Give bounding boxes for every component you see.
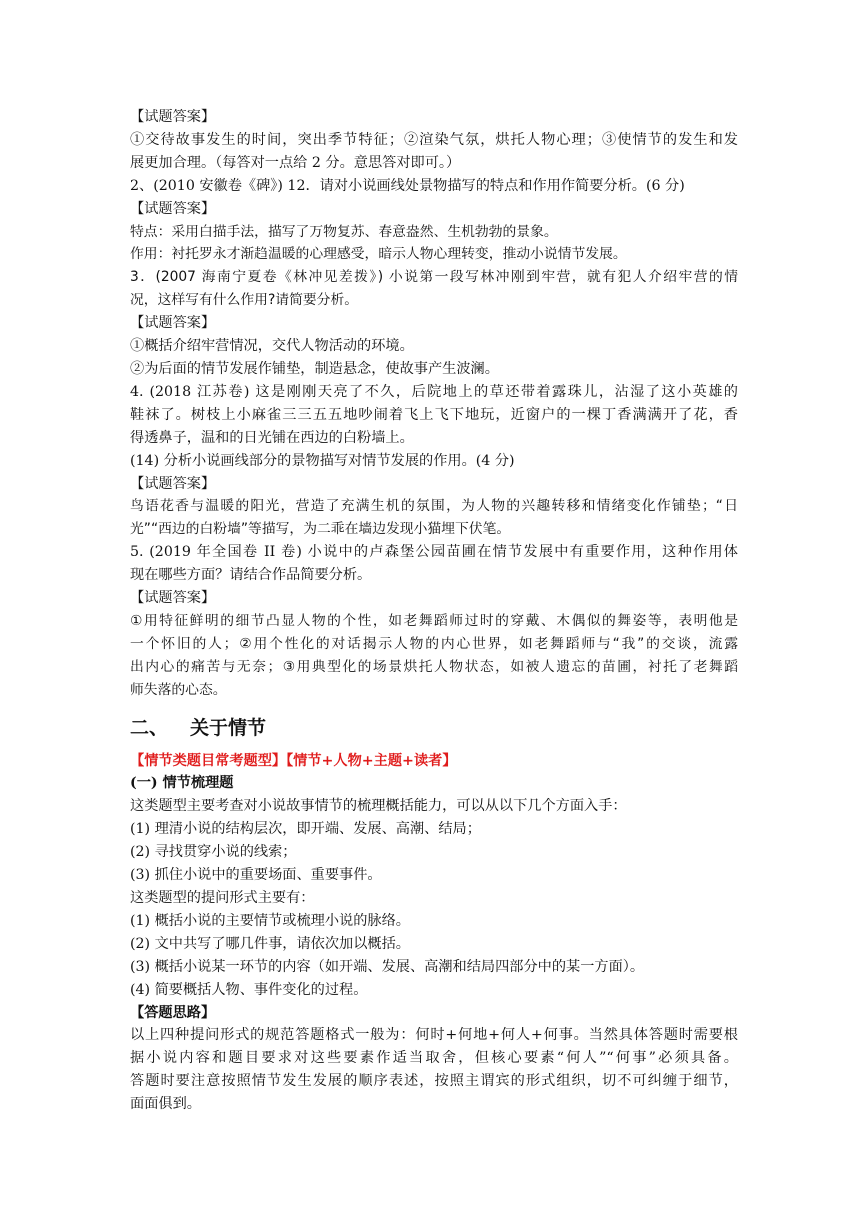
section-number: 二、 [130,716,169,739]
answer-text: 作用：衬托罗永才渐趋温暖的心理感受，暗示人物心理转变，推动小说情节发展。 [130,246,627,263]
answer-text: 光”“西边的白粉墙”等描写，为二乖在墙边发现小猫埋下伏笔。 [130,521,511,538]
answer-text: 出内心的痛苦与无奈；③用典型化的场景烘托人物状态，如被人遗忘的苗圃，衬托了老舞蹈 [130,658,738,675]
list-item: (3) 抓住小说中的重要场面、重要事件。 [130,867,382,884]
section-title: 关于情节 [190,716,267,739]
question-4: 得透鼻子，温和的日光铺在西边的白粉墙上。 [130,429,414,446]
section-heading [130,714,738,742]
answer-label: 【试题答案】 [130,315,216,332]
question-types-label: 【情节类题目常考题型】【情节+人物+主题+读者】 [130,752,457,769]
answer-text: ①概括介绍牢营情况，交代人物活动的环境。 [130,338,414,355]
list-item: (2) 文中共写了哪几件事，请依次加以概括。 [130,935,410,952]
answer-label: 【试题答案】 [130,109,216,125]
question-5: 5. (2019 年全国卷 II 卷) 小说中的卢森堡公园苗圃在情节发展中有重要作用，这种作用体 [130,544,738,561]
answer-text: ②为后面的情节发展作铺垫，制造悬念，使故事产生波澜。 [130,360,499,377]
question-4: (14) 分析小说画线部分的景物描写对情节发展的作用。(4 分) [130,452,515,469]
list-item: (1) 概括小说的主要情节或梳理小说的脉络。 [130,912,410,929]
answer-text: ①用特征鲜明的细节凸显人物的个性，如老舞蹈师过时的穿戴、木偶似的舞姿等，表明他是 [130,612,738,629]
list-item: (3) 概括小说某一环节的内容（如开端、发展、高潮和结局四部分中的某一方面）。 [130,958,645,975]
approach-text: 答题时要注意按照情节发生发展的顺序表述，按照主谓宾的形式组织，切不可纠缠于细节， [130,1073,738,1090]
approach-text: 面面俱到。 [130,1096,201,1113]
list-item: (2) 寻找贯穿小说的线索； [130,844,297,861]
answer-text: ①交待故事发生的时间，突出季节特征；②渲染气氛，烘托人物心理；③使情节的发生和发 [130,131,738,148]
question-3: 况，这样写有什么作用?请简要分析。 [130,292,359,309]
answer-label: 【试题答案】 [130,200,216,217]
subsection-title: (一) 情节梳理题 [130,775,234,792]
answer-text: 一个怀旧的人；②用个性化的对话揭示人物的内心世界，如老舞蹈师与“我”的交谈，流露 [130,635,738,652]
answer-text: 展更加合理。（每答对一点给 2 分。意思答对即可。） [130,154,461,171]
answer-text: 鸟语花香与温暖的阳光，营造了充满生机的氛围，为人物的兴趣转移和情绪变化作铺垫；“日 [130,498,738,515]
forms-intro: 这类题型的提问形式主要有： [130,890,315,906]
question-4: 鞋袜了。树枝上小麻雀三三五五地吵闹着飞上飞下地玩，近窗户的一棵丁香满满开了花，香 [130,406,738,423]
question-2: 2、(2010 安徽卷《碑》) 12．请对小说画线处景物描写的特点和作用作简要分析。(6 分) [130,177,685,194]
list-item: (1) 理清小说的结构层次，即开端、发展、高潮、结局； [130,821,481,838]
intro-text: 这类题型主要考查对小说故事情节的梳理概括能力，可以从以下几个方面入手： [130,798,627,815]
list-item: (4) 简要概括人物、事件变化的过程。 [130,981,368,998]
page-content [130,106,738,1116]
question-3: 3．(2007 海南宁夏卷《林冲见差拨》) 小说第一段写林冲刚到牢营，就有犯人介绍牢营的情 [130,269,738,286]
answer-label: 【试题答案】 [130,590,216,607]
answer-text: 师失落的心态。 [130,681,227,698]
approach-text: 以上四种提问形式的规范答题格式一般为：何时+何地+何人+何事。当然具体答题时需要根 [130,1027,738,1044]
answer-text: 特点：采用白描手法，描写了万物复苏、春意盎然、生机勃勃的景象。 [130,223,558,240]
approach-label: 【答题思路】 [130,1004,216,1021]
answer-label: 【试题答案】 [130,475,216,492]
question-5: 现在哪些方面？请结合作品简要分析。 [130,567,372,584]
question-4: 4. (2018 江苏卷) 这是刚刚天亮了不久，后院地上的草还带着露珠儿，沾湿了这小英雄的 [130,383,738,400]
approach-text: 据小说内容和题目要求对这些要素作适当取舍，但核心要素“何人”“何事”必须具备。 [130,1050,738,1067]
